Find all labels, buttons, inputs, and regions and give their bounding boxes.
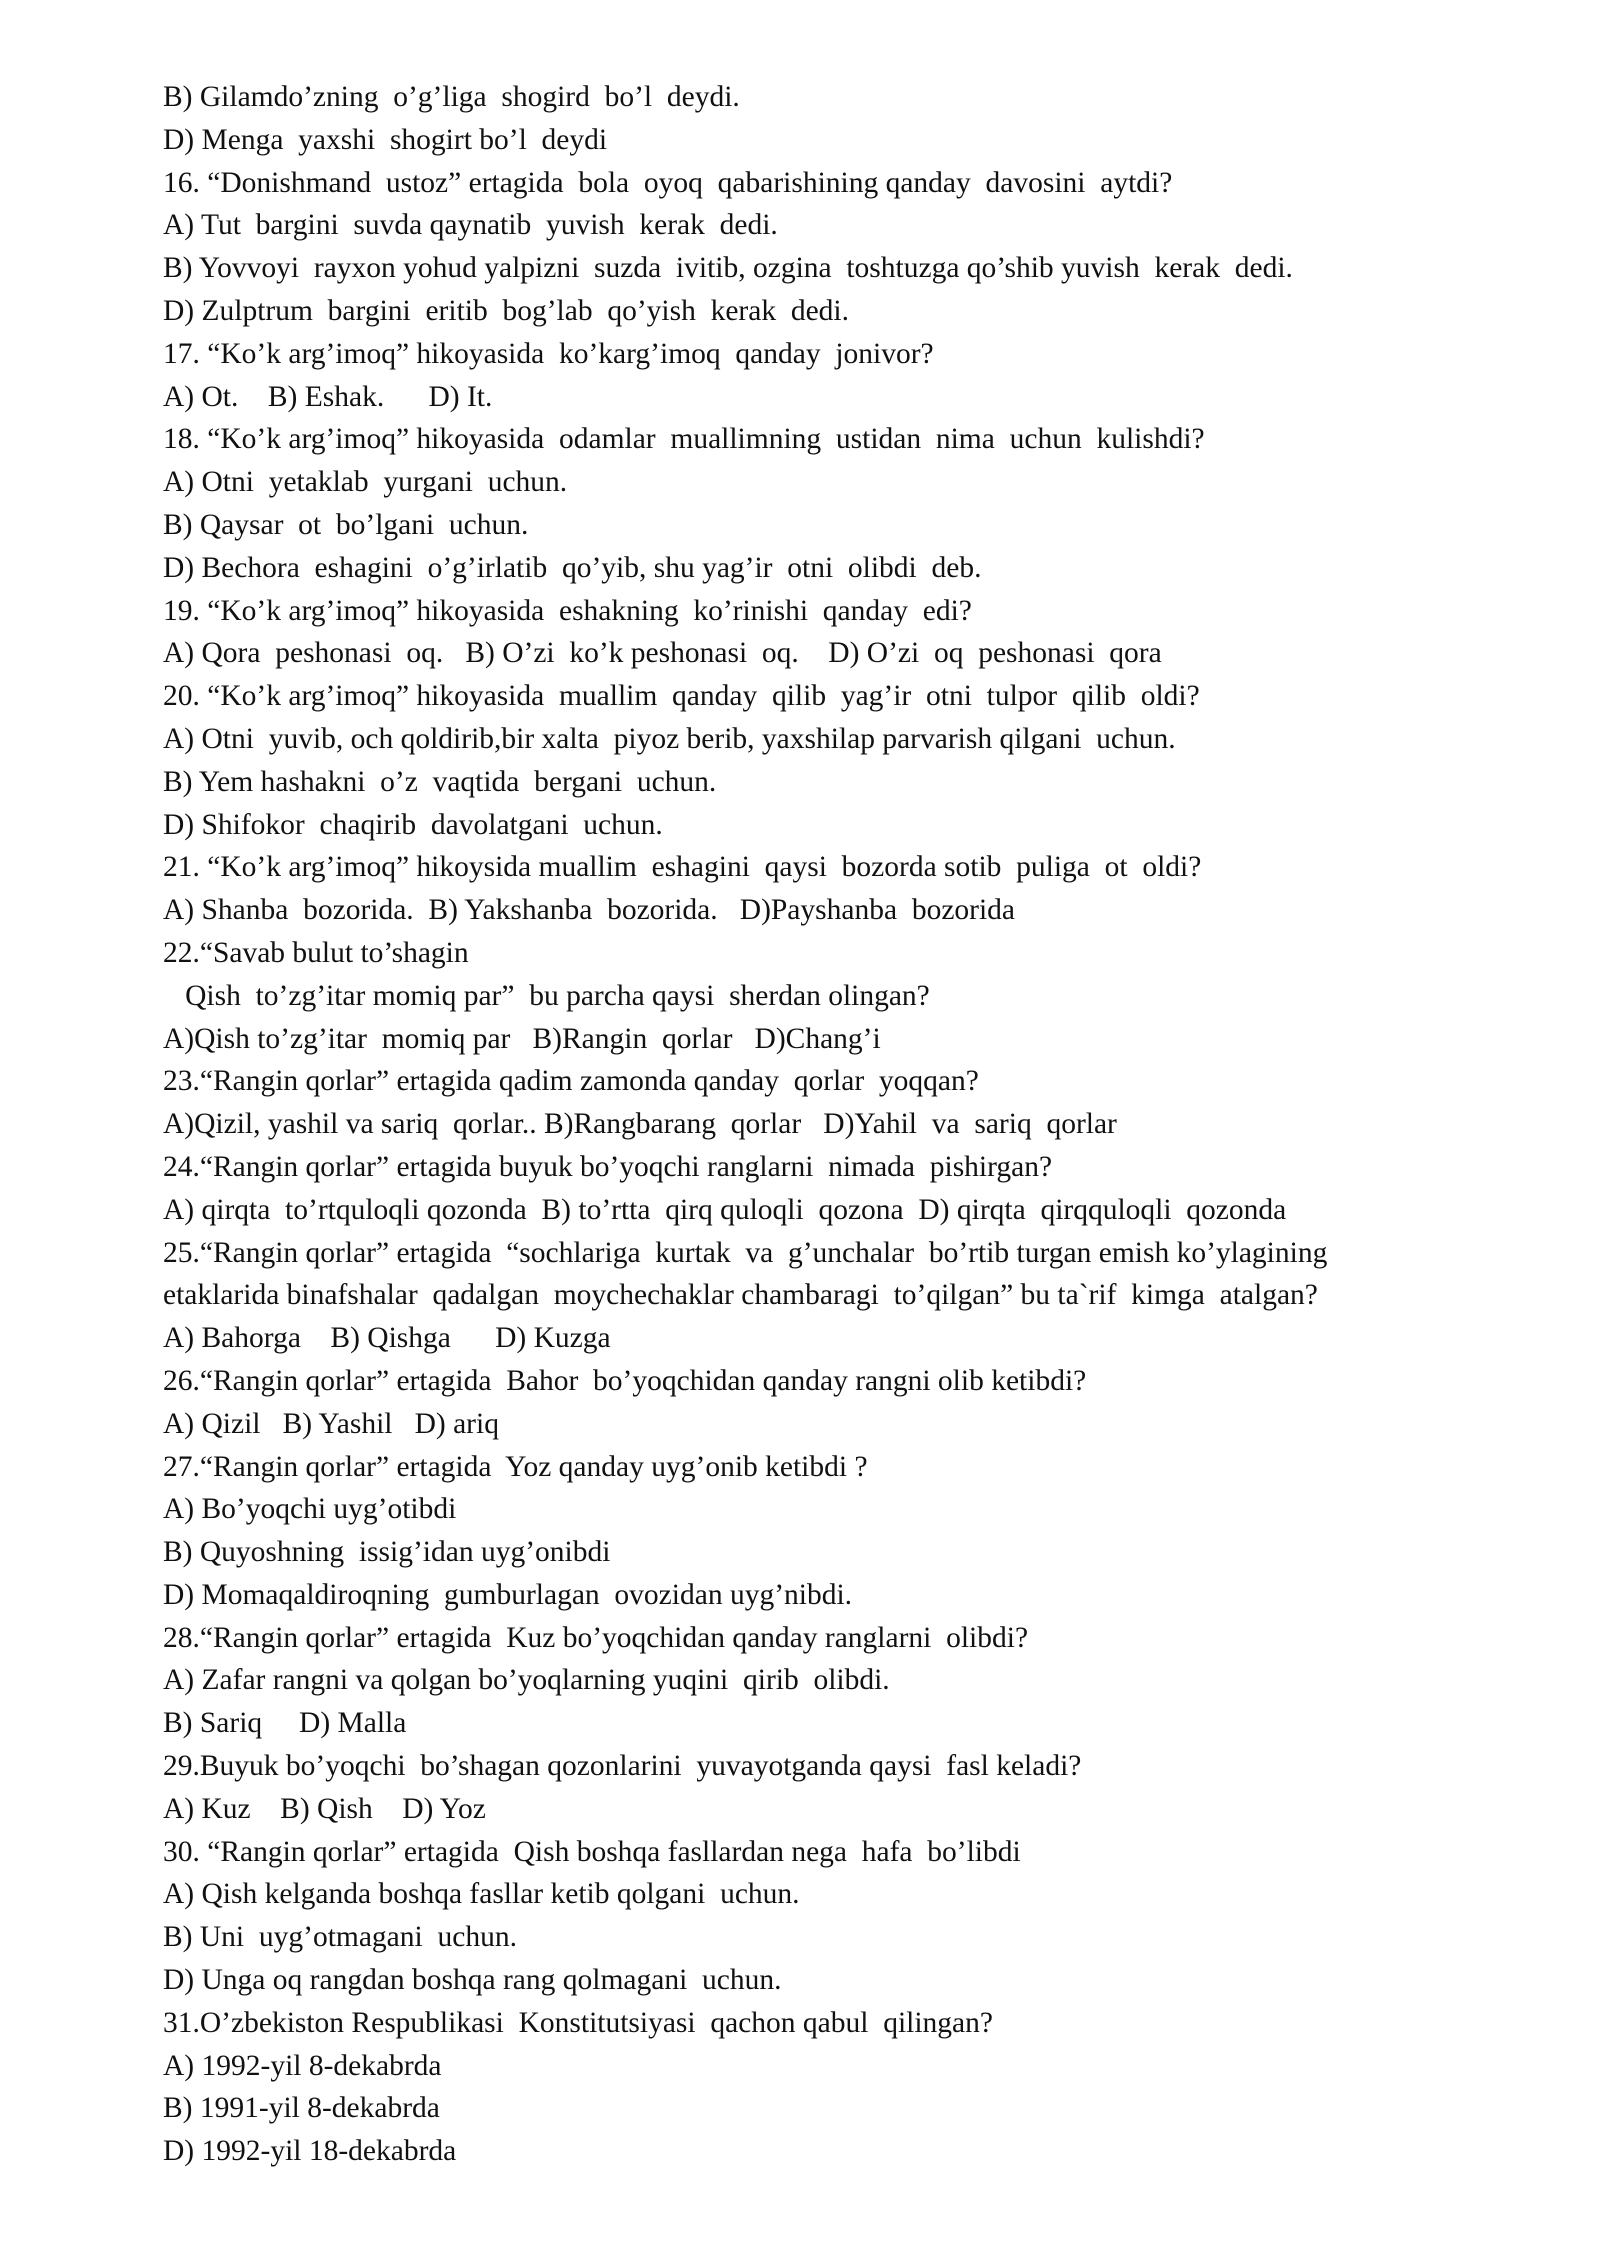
answer-option: B) Quyoshning issig’idan uyg’onibdi [163,1536,611,1569]
question-text: 17. “Ko’k arg’imoq” hikoyasida ko’karg’imoq qanday jonivor? [163,337,934,370]
answer-options-inline: A)Qizil, yashil va sariq qorlar.. B)Rangbarang qorlar D)Yahil va sariq qorlar [163,1108,1117,1141]
answer-options-inline: A) Qora peshonasi oq. B) O’zi ko’k peshonasi oq. D) O’zi oq peshonasi qora [163,637,1162,670]
question-text: 28.“Rangin qorlar” ertagida Kuz bo’yoqchidan qanday ranglarni olibdi? [163,1621,1029,1654]
answer-option: A) Zafar rangni va qolgan bo’yoqlarning yuqini qirib olibdi. [163,1664,890,1697]
answer-option: A) Bo’yoqchi uyg’otibdi [163,1493,457,1526]
question-text: 29.Buyuk bo’yoqchi bo’shagan qozonlarini yuvayotganda qaysi fasl keladi? [163,1750,1082,1783]
answer-options-inline: A) Shanba bozorida. B) Yakshanba bozorida. D)Payshanba bozorida [163,894,1016,927]
question-text: 26.“Rangin qorlar” ertagida Bahor bo’yoqchidan qanday rangni olib ketibdi? [163,1364,1087,1397]
question-text: Qish to’zg’itar momiq par” bu parcha qaysi sherdan olingan? [163,979,930,1012]
question-text: 25.“Rangin qorlar” ertagida “sochlariga kurtak va g’unchalar bo’rtib turgan emish ko’ylagining [163,1236,1328,1269]
answer-option: A) Tut bargini suvda qaynatib yuvish kerak dedi. [163,209,778,242]
question-text: 30. “Rangin qorlar” ertagida Qish boshqa fasllardan nega hafa bo’libdi [163,1835,1021,1868]
question-text: 16. “Donishmand ustoz” ertagida bola oyoq qabarishining qanday davosini aytdi? [163,166,1173,199]
answer-option: A) Qish kelganda boshqa fasllar ketib qolgani uchun. [163,1878,800,1911]
question-text: 27.“Rangin qorlar” ertagida Yoz qanday uyg’onib ketibdi ? [163,1450,868,1483]
question-text: 22.“Savab bulut to’shagin [163,936,469,969]
question-text: 23.“Rangin qorlar” ertagida qadim zamonda qanday qorlar yoqqan? [163,1065,979,1098]
answer-options-inline: A) Kuz B) Qish D) Yoz [163,1792,486,1825]
answer-option: D) 1992-yil 18-dekabrda [163,2135,457,2168]
question-text: 31.O’zbekiston Respublikasi Konstitutsiyasi qachon qabul qilingan? [163,2006,993,2039]
answer-option: B) Yovvoyi rayxon yohud yalpizni suzda ivitib, ozgina toshtuzga qo’shib yuvish kerak dedi. [163,252,1293,285]
answer-options-inline: B) Sariq D) Malla [163,1707,407,1740]
question-text: etaklarida binafshalar qadalgan moychechaklar chambaragi to’qilgan” bu ta`rif kimga atalgan? [163,1279,1318,1312]
answer-option: D) Momaqaldiroqning gumburlagan ovozidan uyg’nibdi. [163,1578,853,1611]
question-text: 24.“Rangin qorlar” ertagida buyuk bo’yoqchi ranglarni nimada pishirgan? [163,1150,1053,1183]
question-text: 20. “Ko’k arg’imoq” hikoyasida muallim qanday qilib yag’ir otni tulpor qilib oldi? [163,680,1200,713]
answer-option: D) Zulptrum bargini eritib bog’lab qo’yish kerak dedi. [163,294,850,327]
answer-options-inline: A) Qizil B) Yashil D) ariq [163,1407,499,1440]
answer-options-inline: A) qirqta to’rtquloqli qozonda B) to’rtta qirq quloqli qozona D) qirqta qirqquloqli qozonda [163,1193,1287,1226]
answer-option: D) Shifokor chaqirib davolatgani uchun. [163,808,663,841]
question-text: 21. “Ko’k arg’imoq” hikoysida muallim eshagini qaysi bozorda sotib puliga ot oldi? [163,851,1202,884]
question-text: 18. “Ko’k arg’imoq” hikoyasida odamlar muallimning ustidan nima uchun kulishdi? [163,423,1205,456]
answer-option: D) Unga oq rangdan boshqa rang qolmagani uchun. [163,1964,782,1997]
answer-option: B) 1991-yil 8-dekabrda [163,2092,440,2125]
answer-options-inline: A) Ot. B) Eshak. D) It. [163,380,493,413]
document-text [163,76,1463,2173]
answer-options-inline: A)Qish to’zg’itar momiq par B)Rangin qorlar D)Chang’i [163,1022,881,1055]
answer-option: D) Bechora eshagini o’g’irlatib qo’yib, shu yag’ir otni olibdi deb. [163,551,982,584]
answer-options-inline: A) Bahorga B) Qishga D) Kuzga [163,1322,611,1355]
answer-option: B) Uni uyg’otmagani uchun. [163,1921,517,1954]
question-text: 19. “Ko’k arg’imoq” hikoyasida eshakning ko’rinishi qanday edi? [163,594,972,627]
answer-option: A) Otni yetaklab yurgani uchun. [163,466,568,499]
answer-option: D) Menga yaxshi shogirt bo’l deydi [163,123,608,156]
answer-option: A) Otni yuvib, och qoldirib,bir xalta piyoz berib, yaxshilap parvarish qilgani uchun. [163,722,1176,755]
answer-option: B) Yem hashakni o’z vaqtida bergani uchun. [163,765,717,798]
answer-option: B) Gilamdo’zning o’g’liga shogird bo’l deydi. [163,81,740,113]
answer-option: A) 1992-yil 8-dekabrda [163,2049,442,2082]
answer-option: B) Qaysar ot bo’lgani uchun. [163,508,529,541]
